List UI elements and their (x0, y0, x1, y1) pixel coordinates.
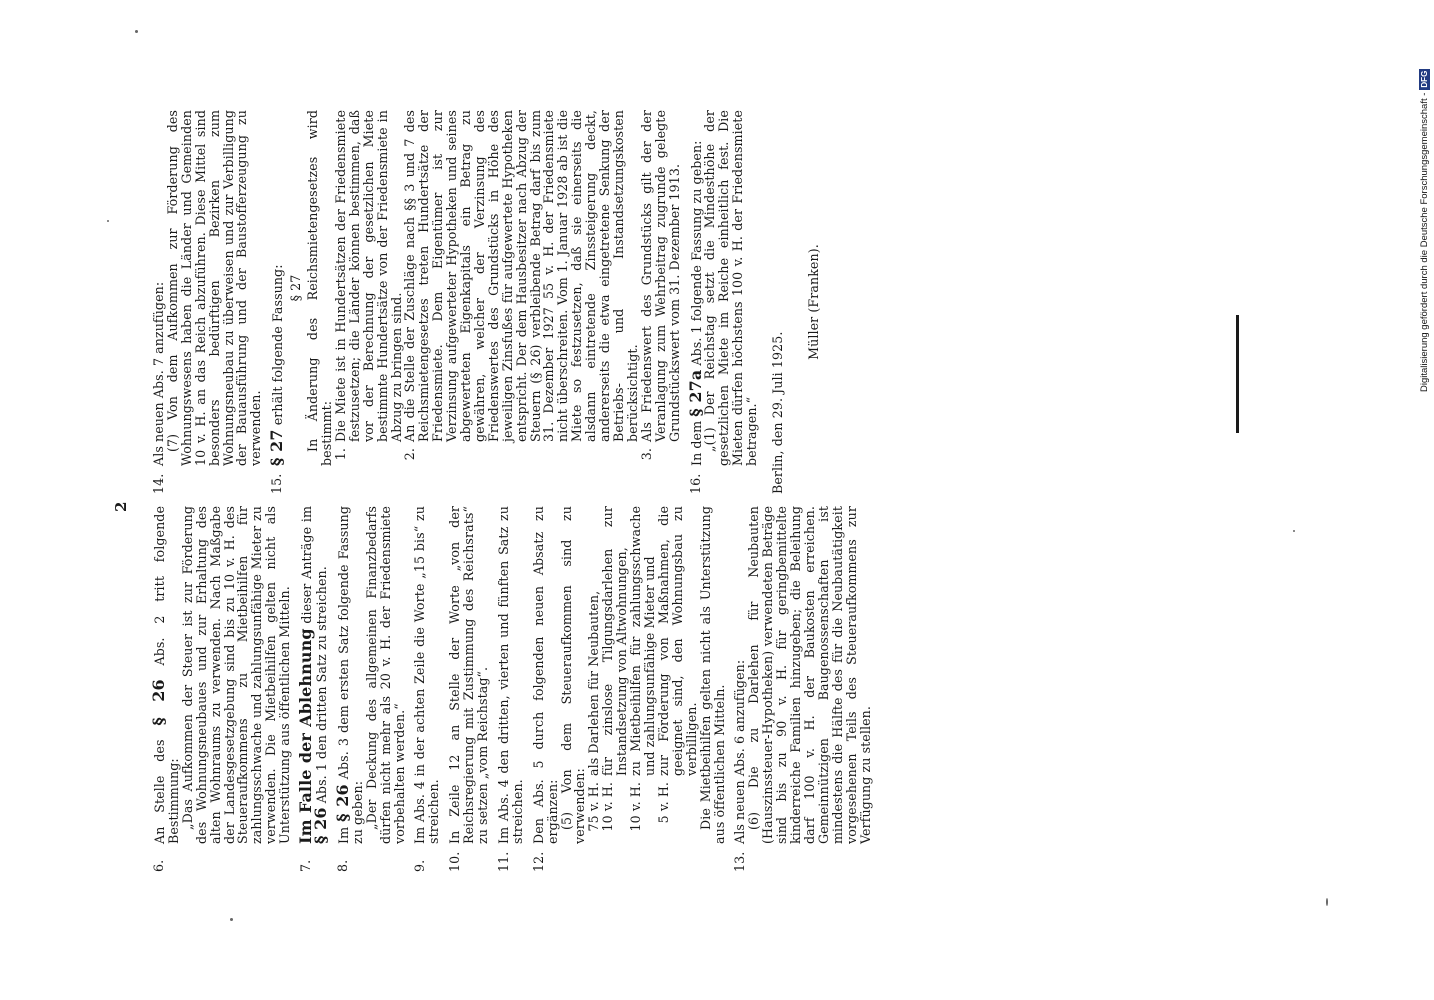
item-text: Im Abs. 4 in der achten Zeile die Worte „15 bis“ zu streichen. (412, 506, 442, 844)
allocation-percent: 5 v. H. (655, 782, 671, 824)
scan-speck (1293, 530, 1295, 532)
item-12 (532, 506, 727, 872)
paragraph-ref: § 26 (332, 784, 352, 822)
item-text: Als neuen Abs. 7 anzufügen: (151, 281, 166, 466)
allocation-row (601, 506, 629, 844)
item-quote: „Der Deckung des allgemeinen Finanzbedarfs dürfen nicht mehr als 20 v. H. der Friedensmiete vorbehalten werden.“ (363, 506, 407, 844)
digitization-credit (1419, 69, 1430, 392)
item-14 (152, 110, 263, 494)
allocation-text: zur Förderung von Maßnahmen, die geeignet sind, den Wohnungsbau zu verbilligen. (655, 506, 699, 776)
paragraph-ref: § 26 (149, 679, 168, 726)
item-16 (685, 110, 760, 494)
item-10 (448, 506, 490, 872)
provision-number: 3. (638, 448, 654, 461)
paragraph-ref: § 27a (685, 369, 705, 417)
item-number: 13. (732, 851, 748, 872)
item-quote: (6) Die zu Darlehen für Neubauten (Hauszinssteuer-Hypotheken) verwendeten Beträge sind bis zu 90 v. H. für geringbemittelte kinderreiche Familien hinzugeben; die Beleihung darf 100 v. H. der Baukosten erreichen. Gemeinnützigen Baugenossenschaften ist mindestens die Hälfte des für die Neubautätigkeit vorgesehenen Teils des Steueraufkommens zur Verfügung zu stellen. (746, 506, 873, 844)
item-intro: In Änderung des Reichsmietengesetzes wird bestimmt: (305, 110, 334, 466)
item-text: § 27 erhält folgende Fassung: (267, 264, 287, 466)
dfg-logo: DFG (1420, 70, 1429, 88)
scan-speck (230, 918, 233, 921)
allocation-text: zu Mietbeihilfen für zahlungsschwache und zahlungsunfähige Mieter und (628, 506, 657, 776)
item-number: 12. (530, 851, 546, 872)
allocation-percent: 75 v. H. (586, 782, 602, 832)
item-number: 10. (447, 851, 463, 872)
dateline: Berlin, den 29. Juli 1925. (770, 331, 786, 494)
item-quote: „Das Aufkommen der Steuer ist zur Förderung des Wohnungsneubaues und zur Erhaltung des alten Wohnraums zu verwenden. Nach Maßgabe der Landesgesetzgebung sind bis zu 10 v. H. des Steueraufkommens zu Mietbeihilfen für zahlungsschwache und zahlungsunfähige Mieter zu verwenden. Die Mietbeihilfen gelten nicht als Unterstützung aus öffentlichen Mitteln. (179, 506, 293, 844)
allocation-text: für zinslose Tilgungsdarlehen zur Instandsetzung von Altwohnungen, (600, 506, 630, 776)
item-number: 16. (687, 473, 703, 494)
provision-row (334, 110, 404, 466)
left-column (149, 505, 880, 872)
item-11 (497, 506, 525, 872)
item-quote: „(1) Der Reichstag setzt die Mindesthöhe der gesetzlichen Miete im Reiche einheitlich fest. Die Mieten dürfen höchstens 100 v. H. der Friedensmiete betragen.“ (702, 110, 760, 466)
item-6 (149, 505, 293, 872)
provision-text: An die Stelle der Zuschläge nach §§ 3 und 7 des Reichsmietengesetzes treten Hundertsätze der Friedensmiete. Dem Eigentümer ist zur Verzinsung aufgewerteter Hypotheken und seines abgewerteten Eigenkapitals ein Betrag zu gewähren, welcher der Verzinsung des Friedenswertes des Grundstücks in Höhe des jeweiligen Zinsfußes für aufgewertete Hypotheken entspricht. Der dem Hausbesitzer nach Abzug der Steuern (§ 26) verbleibende Betrag darf bis zum 31. Dezember 1927 55 v. H. der Friedensmiete nicht überschreiten. Vom 1. Januar 1928 ab ist die Miete so festzusetzen, daß sie einerseits die alsdann eintretende Zinssteigerung deckt, andererseits die etwa eingetretene Senkung der Betriebs- und Instandsetzungskosten berücksichtigt. (402, 110, 640, 442)
item-number: 14. (151, 473, 166, 494)
item-13 (733, 506, 872, 872)
paragraph-ref: § 26 (310, 807, 330, 844)
section-heading: § 27 (288, 274, 304, 302)
item-text: An Stelle des § 26 Abs. 2 tritt folgende Bestimmung: (149, 505, 181, 844)
item-number: 6. (151, 859, 166, 872)
item-7 (296, 506, 330, 872)
provision-number: 2. (402, 448, 418, 461)
provision-text: Als Friedenswert des Grundstücks gilt der der Veranlagung zum Wehrbeitrag zugrunde gelegte Grundstückswert vom 31. Dezember 1913. (638, 110, 682, 442)
right-column (152, 110, 821, 494)
allocation-row (629, 506, 657, 844)
item-8 (332, 506, 407, 872)
item-number: 15. (269, 473, 285, 494)
item-text: Als neuen Abs. 6 anzufügen: (732, 659, 748, 844)
provision-number: 1. (332, 448, 348, 461)
provision-row (640, 110, 682, 466)
item-text: Im Abs. 4 den dritten, vierten und fünften Satz zu streichen. (495, 506, 525, 844)
item-15 (267, 110, 682, 494)
item-intro: (5) Von dem Steueraufkommen sind zu verwenden: (558, 506, 588, 844)
provision-row (403, 110, 639, 466)
item-text: Im § 26 Abs. 3 dem ersten Satz folgende Fassung zu geben: (332, 506, 365, 844)
item-number: 7. (298, 859, 314, 872)
scan-speck (107, 220, 109, 222)
closing-rule (1236, 315, 1239, 433)
provision-text: Die Miete ist in Hundertsätzen der Friedensmiete festzusetzen; die Länder können bestimmen, daß vor der Berechnung der gesetzlichen Miete bestimmte Hundertsätze von der Friedensmiete in Abzug zu bringen sind. (332, 110, 404, 442)
item-text: Den Abs. 5 durch folgenden neuen Absatz zu ergänzen: (530, 506, 560, 844)
signature: Müller (Franken). (805, 244, 821, 360)
item-text: In dem § 27a Abs. 1 folgende Fassung zu geben: (685, 140, 705, 466)
item-number: 11. (495, 851, 511, 872)
page-number: 2 (112, 501, 130, 512)
item-text: Im Falle der Ablehnung dieser Anträge im § 26 Abs. 1 den dritten Satz zu streichen. (296, 506, 330, 844)
allocation-row (587, 506, 601, 844)
scan-speck (1326, 898, 1328, 906)
item-quote: (7) Von dem Aufkommen zur Förderung des Wohnungswesens haben die Länder und Gemeinden 10 v. H. an das Reich abzuführen. Diese Mittel sind besonders bedürftigen Bezirken zum Wohnungsneubau zu überweisen und zur Verbilligung der Bauausführung und der Baustofferzeugung zu verwenden. (164, 110, 264, 466)
item-number: 8. (334, 859, 350, 872)
allocation-percent: 10 v. H. (628, 782, 644, 832)
item-number: 9. (412, 859, 428, 872)
scan-speck (135, 30, 138, 33)
credit-text: Digitalisierung gefördert durch die Deutsche Forschungsgemeinschaft - (1419, 92, 1430, 392)
paragraph-ref: § 27 (267, 429, 287, 466)
item-outro: Die Mietbeihilfen gelten nicht als Unterstützung aus öffentlichen Mitteln. (697, 506, 727, 844)
allocation-percent: 10 v. H. (600, 782, 616, 832)
item-text: In Zeile 12 an Stelle der Worte „von der Reichsregierung mit Zustimmung des Reichsrats“ zu setzen „vom Reichstag“. (447, 506, 491, 844)
allocation-row (657, 506, 699, 844)
item-9 (413, 506, 441, 872)
allocation-text: als Darlehen für Neubauten, (586, 590, 602, 776)
